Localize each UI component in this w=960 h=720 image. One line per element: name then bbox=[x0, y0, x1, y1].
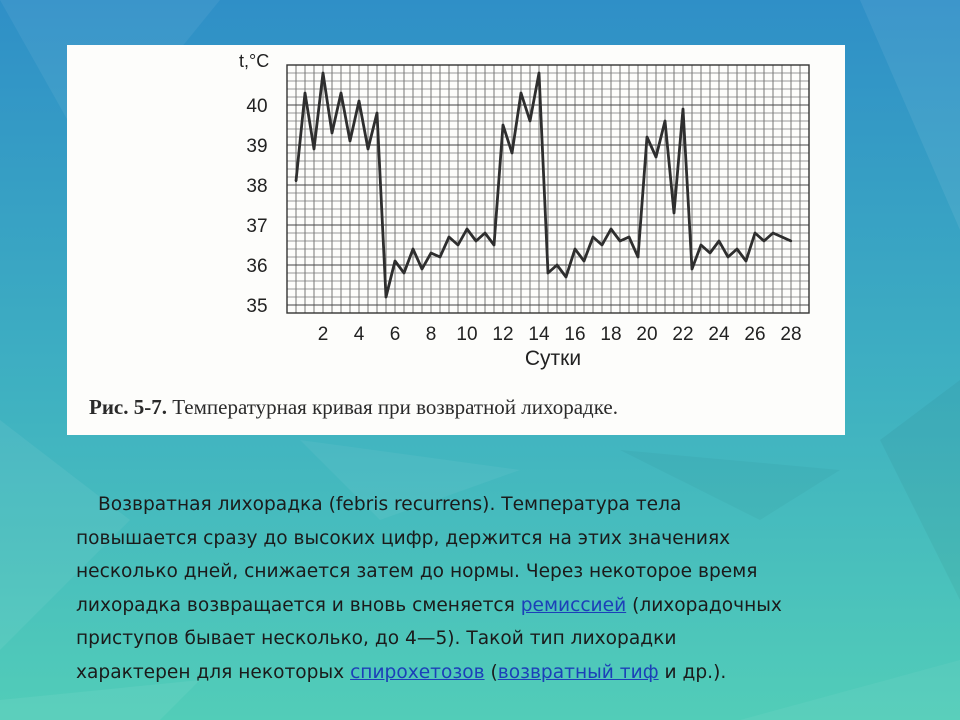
data-point bbox=[691, 268, 693, 270]
data-point bbox=[682, 108, 684, 110]
x-tick-label: 26 bbox=[744, 324, 766, 345]
x-tick-label: 22 bbox=[672, 324, 694, 345]
y-tick-label: 35 bbox=[246, 296, 268, 317]
x-tick-label: 6 bbox=[389, 324, 401, 345]
data-point bbox=[484, 232, 486, 234]
x-tick-label: 28 bbox=[780, 324, 802, 345]
figure-caption bbox=[89, 395, 829, 420]
data-point bbox=[457, 244, 459, 246]
x-tick-label: 8 bbox=[425, 324, 437, 345]
data-point bbox=[763, 240, 765, 242]
data-point bbox=[538, 72, 540, 74]
data-point bbox=[367, 148, 369, 150]
data-point bbox=[403, 272, 405, 274]
data-point bbox=[619, 240, 621, 242]
x-tick-label: 18 bbox=[600, 324, 622, 345]
data-point bbox=[556, 264, 558, 266]
data-point bbox=[520, 92, 522, 94]
text-line: приступов бывает несколько, до 4—5). Такой тип лихорадки bbox=[76, 628, 677, 649]
text-fragment: (лихорадочных bbox=[626, 594, 782, 616]
data-point bbox=[385, 296, 387, 298]
caption-text: Температурная кривая при возвратной лихорадке. bbox=[172, 395, 618, 419]
data-point bbox=[502, 124, 504, 126]
spirochetosis-link[interactable]: спирохетозов bbox=[350, 661, 485, 683]
text-fragment: и др.). bbox=[658, 661, 727, 683]
data-point bbox=[610, 228, 612, 230]
y-tick-label: 37 bbox=[246, 216, 268, 237]
data-point bbox=[394, 260, 396, 262]
y-tick-label: 38 bbox=[246, 176, 268, 197]
data-point bbox=[331, 132, 333, 134]
data-point bbox=[583, 260, 585, 262]
data-point bbox=[322, 72, 324, 74]
data-point bbox=[754, 232, 756, 234]
data-point bbox=[745, 260, 747, 262]
data-point bbox=[475, 240, 477, 242]
data-point bbox=[781, 236, 783, 238]
text-fragment: характерен для некоторых bbox=[76, 661, 351, 683]
y-tick-label: 40 bbox=[246, 96, 268, 117]
text-line: повышается сразу до высоких цифр, держится на этих значениях bbox=[76, 527, 731, 549]
x-axis-label: Сутки bbox=[524, 347, 582, 370]
y-tick-label: 39 bbox=[246, 136, 268, 157]
data-point bbox=[511, 152, 513, 154]
data-point bbox=[547, 272, 549, 274]
y-tick-label: 36 bbox=[246, 256, 268, 277]
data-point bbox=[304, 92, 306, 94]
figure-card bbox=[67, 45, 845, 435]
data-point bbox=[412, 248, 414, 250]
data-point bbox=[376, 112, 378, 114]
text-fragment: лихорадка возвращается и вновь сменяется bbox=[76, 594, 521, 616]
x-tick-label: 16 bbox=[564, 324, 586, 345]
y-axis-label: t,°C bbox=[239, 51, 270, 71]
x-tick-label: 12 bbox=[492, 324, 514, 345]
data-point bbox=[448, 236, 450, 238]
data-point bbox=[430, 252, 432, 254]
text-line: Возвратная лихорадка (febris recurrens). Температура тела bbox=[98, 494, 682, 515]
x-tick-label: 2 bbox=[317, 324, 329, 345]
data-point bbox=[790, 240, 792, 242]
text-line: несколько дней, снижается затем до нормы. Через некоторое время bbox=[76, 561, 758, 582]
data-point bbox=[727, 256, 729, 258]
data-point bbox=[421, 268, 423, 270]
data-point bbox=[349, 140, 351, 142]
data-point bbox=[664, 120, 666, 122]
data-point bbox=[718, 240, 720, 242]
data-point bbox=[601, 244, 603, 246]
temperature-chart bbox=[67, 45, 845, 435]
data-point bbox=[313, 148, 315, 150]
x-tick-label: 4 bbox=[353, 324, 365, 345]
data-point bbox=[655, 156, 657, 158]
x-tick-label: 20 bbox=[636, 324, 658, 345]
data-point bbox=[466, 228, 468, 230]
data-point bbox=[529, 120, 531, 122]
data-point bbox=[700, 244, 702, 246]
chart-grid bbox=[287, 65, 809, 313]
data-point bbox=[772, 232, 774, 234]
x-tick-label: 10 bbox=[456, 324, 478, 345]
data-point bbox=[574, 248, 576, 250]
text-line bbox=[76, 656, 876, 690]
data-point bbox=[628, 236, 630, 238]
data-point bbox=[736, 248, 738, 250]
data-point bbox=[493, 244, 495, 246]
text-line bbox=[76, 589, 876, 623]
data-point bbox=[673, 212, 675, 214]
remission-link[interactable]: ремиссией bbox=[520, 594, 627, 616]
data-point bbox=[637, 256, 639, 258]
data-point bbox=[295, 180, 297, 182]
data-point bbox=[565, 276, 567, 278]
text-fragment: ( bbox=[484, 661, 498, 683]
data-point bbox=[340, 92, 342, 94]
caption-number: Рис. 5-7. bbox=[89, 395, 167, 419]
x-tick-label: 14 bbox=[528, 324, 550, 345]
relapsing-fever-link[interactable]: возвратный тиф bbox=[497, 661, 659, 683]
data-point bbox=[592, 236, 594, 238]
data-point bbox=[709, 252, 711, 254]
data-point bbox=[358, 100, 360, 102]
description-text bbox=[76, 488, 876, 689]
data-point bbox=[646, 136, 648, 138]
data-point bbox=[439, 256, 441, 258]
x-tick-label: 24 bbox=[708, 324, 730, 345]
